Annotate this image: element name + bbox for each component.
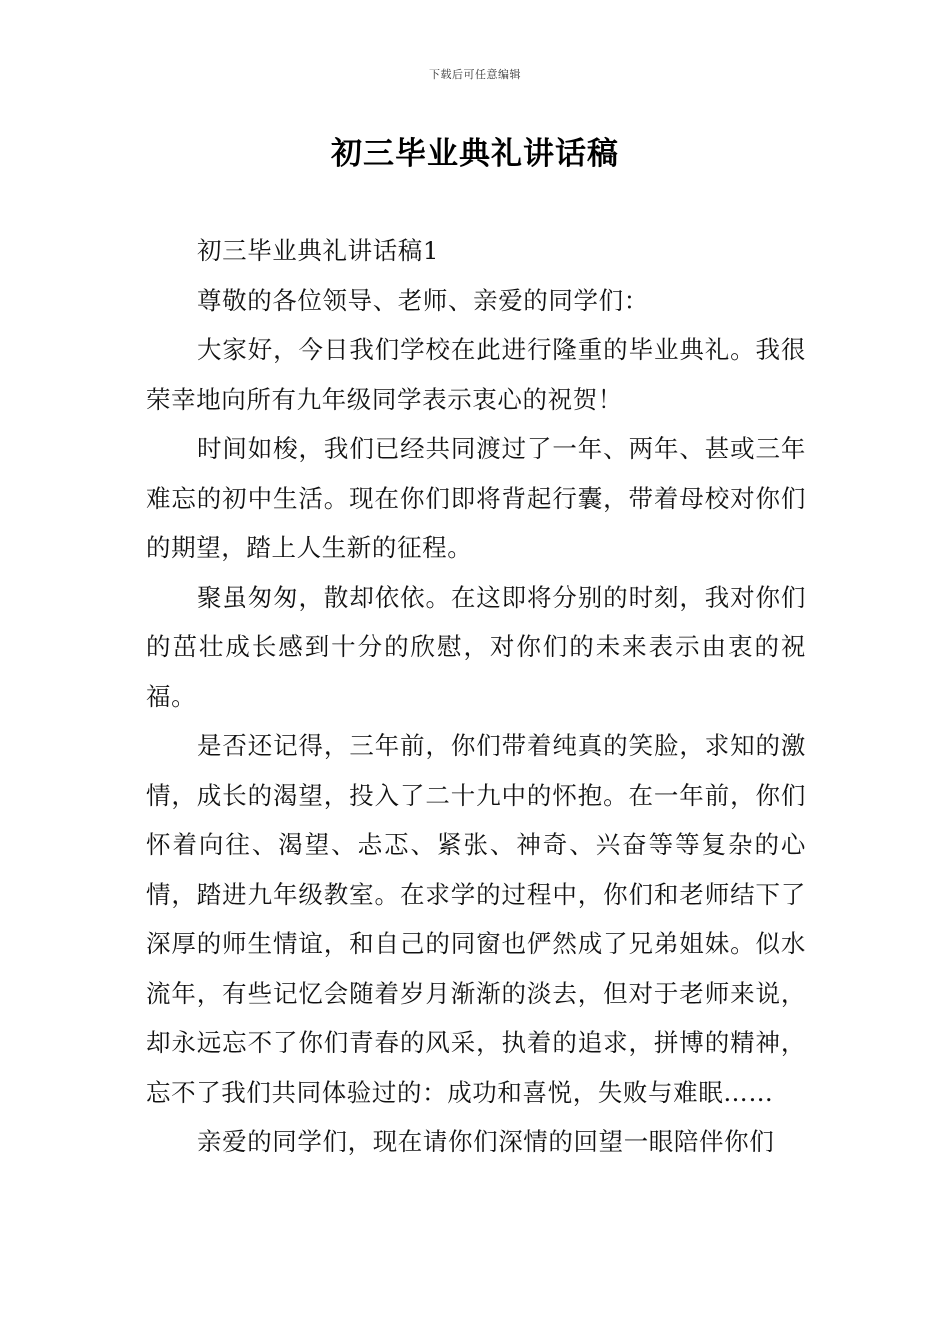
paragraph: 聚虽匆匆，散却依依。在这即将分别的时刻，我对你们的茁壮成长感到十分的欣慰，对你们的未来表示由衷的祝福。 (146, 582, 806, 711)
header-note: 下载后可任意编辑 (429, 68, 521, 81)
paragraph: 时间如梭，我们已经共同渡过了一年、两年、甚或三年难忘的初中生活。现在你们即将背起行囊，带着母校对你们的期望，踏上人生新的征程。 (146, 434, 806, 562)
paragraph-subtitle: 初三毕业典礼讲话稿1 (197, 236, 440, 265)
paragraph: 亲爱的同学们，现在请你们深情的回望一眼陪伴你们 (197, 1127, 775, 1156)
paragraph-salutation: 尊敬的各位领导、老师、亲爱的同学们： (197, 285, 649, 315)
paragraph: 大家好，今日我们学校在此进行隆重的毕业典礼。我很荣幸地向所有九年级同学表示衷心的祝贺！ (146, 335, 806, 414)
paragraph: 是否还记得，三年前，你们带着纯真的笑脸，求知的激情，成长的渴望，投入了二十九中的怀抱。在一年前，你们怀着向往、渴望、忐忑、紧张、神奇、兴奋等等复杂的心情，踏进九年级教室。在求学的过程中，你们和老师结下了深厚的师生情谊，和自己的同窗也俨然成了兄弟姐妹。似水流年，有些记忆会随着岁月渐渐的淡去，但对于老师来说，却永远忘不了你们青春的风采，执着的追求，拼博的精神，忘不了我们共同体验过的：成功和喜悦，失败与难眠…… (146, 731, 806, 1107)
document-body (146, 226, 806, 1167)
document-title: 初三毕业典礼讲话稿 (331, 136, 619, 172)
